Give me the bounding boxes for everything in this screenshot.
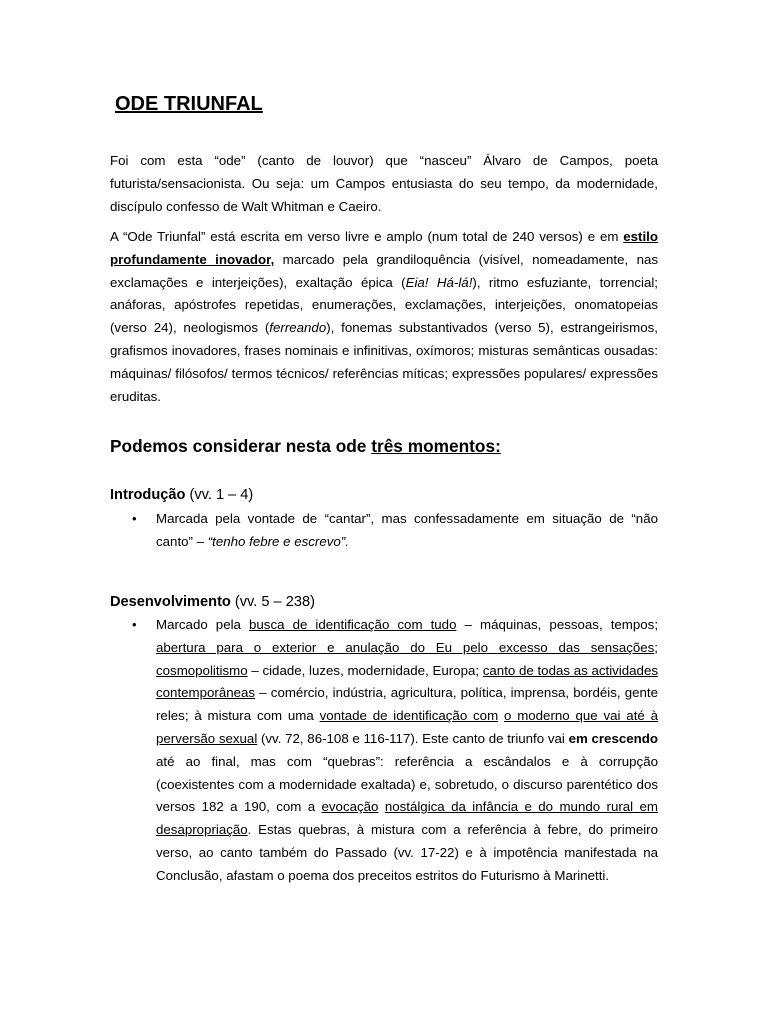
text-run: evocação — [321, 799, 379, 815]
moments-heading-underlined: três momentos: — [371, 436, 501, 456]
desenvolvimento-range: (vv. 5 – 238) — [230, 594, 315, 610]
text-run: Marcado pela — [156, 617, 250, 632]
list-item — [110, 614, 658, 888]
text-run: Eia! Há-lá! — [405, 274, 473, 290]
bullet-icon: • — [132, 511, 137, 526]
text-run: Foi com esta “ode” (canto de louvor) que “nasceu” Álvaro de Campos, poeta futurista/sensacionista. Ou seja: um Campos entusiasta do seu tempo, da modernidade, discípulo confesso de Walt Whitman e Caeiro. — [110, 153, 658, 214]
text-run: em crescendo — [568, 730, 659, 746]
introducao-list — [110, 508, 658, 554]
moments-heading-prefix: Podemos considerar nesta ode — [110, 436, 372, 456]
text-run: canto de todas as actividades contemporâneas — [156, 662, 658, 701]
text-run: o moderno que vai até à perversão sexual — [156, 708, 658, 746]
style-paragraph — [110, 226, 658, 408]
text-run: . Estas quebras, à mistura com a referência à febre, do primeiro verso, ao canto também do Passado (vv. 17-22) e à impotência manifestada na Conclusão, afastam o poema dos preceitos estritos do Futurismo à Marinetti. — [156, 822, 658, 883]
introducao-heading — [110, 487, 253, 503]
introducao-label: Introdução — [110, 487, 186, 503]
text-run: – comércio, indústria, agricultura, política, imprensa, bordéis, gente reles; à mistura com uma — [156, 685, 658, 724]
page-title: ODE TRIUNFAL — [115, 93, 263, 115]
text-run: estilo profundamente inovador, — [110, 229, 658, 267]
desenvolvimento-bullet-text — [156, 617, 658, 883]
text-run: ), ritmo esfuziante, torrencial; anáforas, apóstrofes repetidas, enumerações, exclamações, interjeições, onomatopeias (verso 24), neologismos ( — [110, 274, 658, 336]
introducao-bullet-text — [156, 511, 658, 549]
text-run: – cidade, luzes, modernidade, Europa; — [247, 662, 483, 678]
text-run: marcado pela grandiloquência (visível, nomeadamente, nas exclamações e interjeições), exaltação épica ( — [110, 251, 659, 290]
text-run: (vv. 72, 86-108 e 116-117). Este canto de triunfo vai — [257, 730, 569, 746]
text-run: abertura para o exterior e anulação do Eu pelo excesso das sensações — [156, 639, 655, 655]
text-run: ferreando — [269, 320, 327, 336]
text-run: A “Ode Triunfal” está escrita em verso livre e amplo (num total de 240 versos) e em — [110, 229, 624, 244]
text-run: – máquinas, pessoas, tempos; — [456, 617, 659, 632]
text-run: cosmopolitismo — [156, 662, 248, 678]
desenvolvimento-list — [110, 614, 658, 888]
text-run: ; — [654, 639, 658, 655]
desenvolvimento-heading — [110, 594, 315, 610]
text-run: busca de identificação com tudo — [249, 617, 457, 632]
text-run: vontade de identificação com — [319, 708, 499, 724]
text-run: nostálgica da infância e do mundo rural em desapropriação — [156, 799, 658, 838]
list-item — [110, 508, 658, 554]
desenvolvimento-label: Desenvolvimento — [110, 594, 231, 610]
bullet-icon: • — [132, 617, 137, 632]
text-run: Marcada pela vontade de “cantar”, mas confessadamente em situação de “não canto” – — [156, 511, 658, 549]
moments-heading — [110, 436, 501, 457]
text-run: até ao final, mas com “quebras”: referência a escândalos e à corrupção (coexistentes com a modernidade exaltada) e, sobretudo, o discurso parentético dos versos 182 a 190, com a — [156, 753, 658, 815]
intro-paragraph — [110, 150, 658, 218]
text-run: ), fonemas substantivados (verso 5), estrangeirismos, grafismos inovadores, frases nominais e infinitivas, oxímoros; misturas semânticas ousadas: máquinas/ filósofos/ termos técnicos/ referências míticas; expressões populares/ expressões eruditas. — [110, 320, 658, 404]
introducao-range: (vv. 1 – 4) — [185, 487, 254, 503]
text-run: “tenho febre e escrevo”. — [207, 533, 349, 549]
